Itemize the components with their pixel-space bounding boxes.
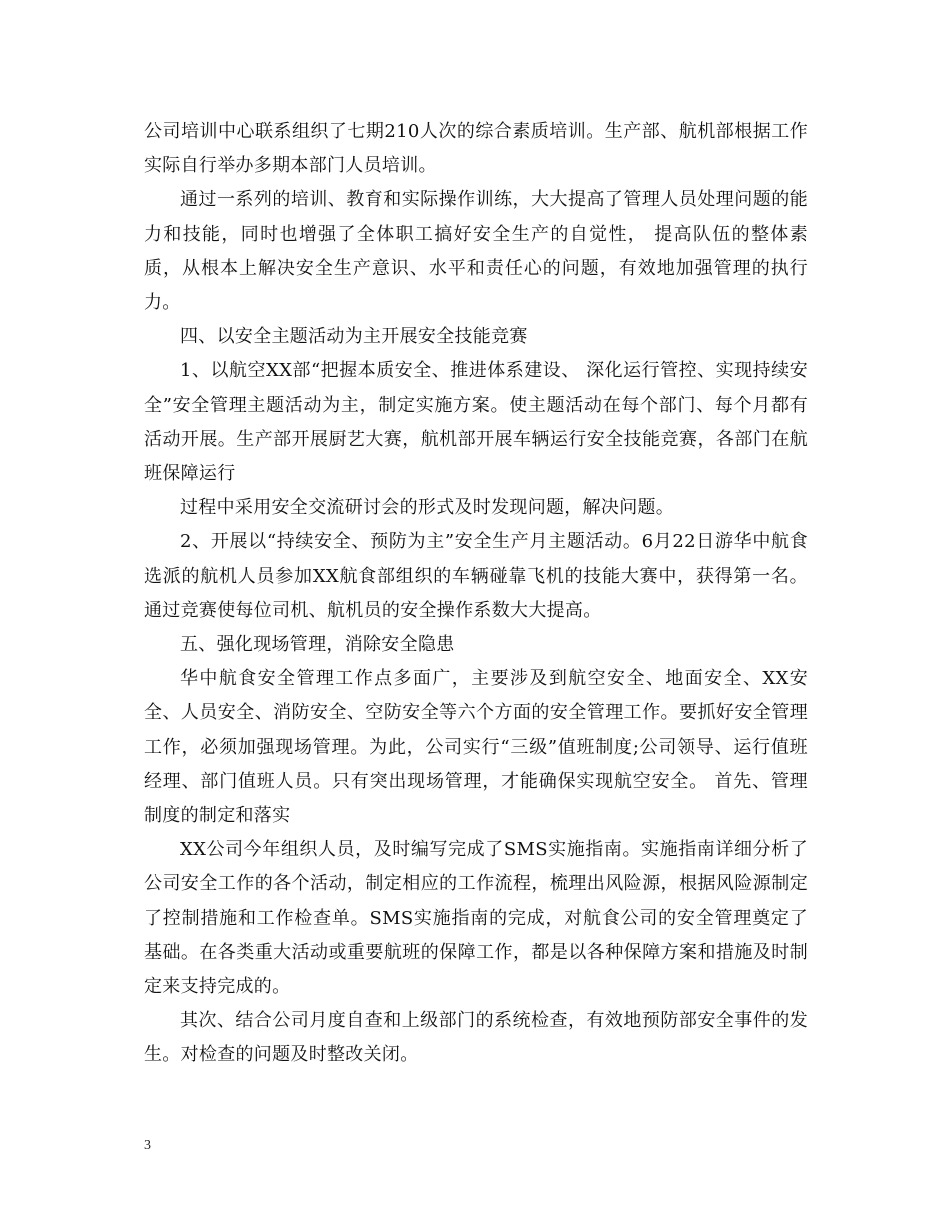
page-number: 3 <box>144 1138 151 1153</box>
paragraph-training-results: 通过一系列的培训、教育和实际操作训练，大大提高了管理人员处理问题的能力和技能，同时也增强了全体职工搞好安全生产的自觉性， 提高队伍的整体素质，从根本上解决安全生产意识、水平和责任心的问题，有效地加强管理的执行力。 <box>144 189 808 314</box>
paragraph-training-center: 公司培训中心联系组织了七期210人次的综合素质培训。生产部、航机部根据工作实际自行举办多期本部门人员培训。 <box>144 121 808 177</box>
section-heading-site-management: 五、强化现场管理，消除安全隐患 <box>180 634 455 656</box>
paragraph-inspection: 其次、结合公司月度自查和上级部门的系统检查，有效地预防部安全事件的发生。对检查的问题及时整改关闭。 <box>144 1010 808 1066</box>
document-body <box>144 115 808 1073</box>
section-heading-safety-competition: 四、以安全主题活动为主开展安全技能竞赛 <box>180 326 528 348</box>
paragraph-seminar: 过程中采用安全交流研讨会的形式及时发现问题，解决问题。 <box>180 497 675 519</box>
paragraph-safety-month: 2、开展以“持续安全、预防为主”安全生产月主题活动。6月22日游华中航食选派的航机人员参加XX航食部组织的车辆碰靠飞机的技能大赛中，获得第一名。通过竞赛使每位司机、航机员的安全操作系数大大提高。 <box>144 531 808 621</box>
paragraph-theme-activity: 1、以航空XX部“把握本质安全、推进体系建设、 深化运行管控、实现持续安全”安全管理主题活动为主，制定实施方案。使主题活动在每个部门、每个月都有活动开展。生产部开展厨艺大赛，航机部开展车辆运行安全技能竞赛，各部门在航班保障运行 <box>144 360 808 485</box>
paragraph-sms-guide: XX公司今年组织人员，及时编写完成了SMS实施指南。实施指南详细分析了公司安全工作的各个活动，制定相应的工作流程，梳理出风险源，根据风险源制定了控制措施和工作检查单。SMS实施指南的完成，对航食公司的安全管理奠定了基础。在各类重大活动或重要航班的保障工作，都是以各种保障方案和措施及时制定来支持完成的。 <box>144 839 808 998</box>
paragraph-safety-scope: 华中航食安全管理工作点多面广，主要涉及到航空安全、地面安全、XX安全、人员安全、消防安全、空防安全等六个方面的安全管理工作。要抓好安全管理工作，必须加强现场管理。为此，公司实行“三级”值班制度;公司领导、运行值班经理、部门值班人员。只有突出现场管理，才能确保实现航空安全。 首先、管理制度的制定和落实 <box>144 668 808 827</box>
